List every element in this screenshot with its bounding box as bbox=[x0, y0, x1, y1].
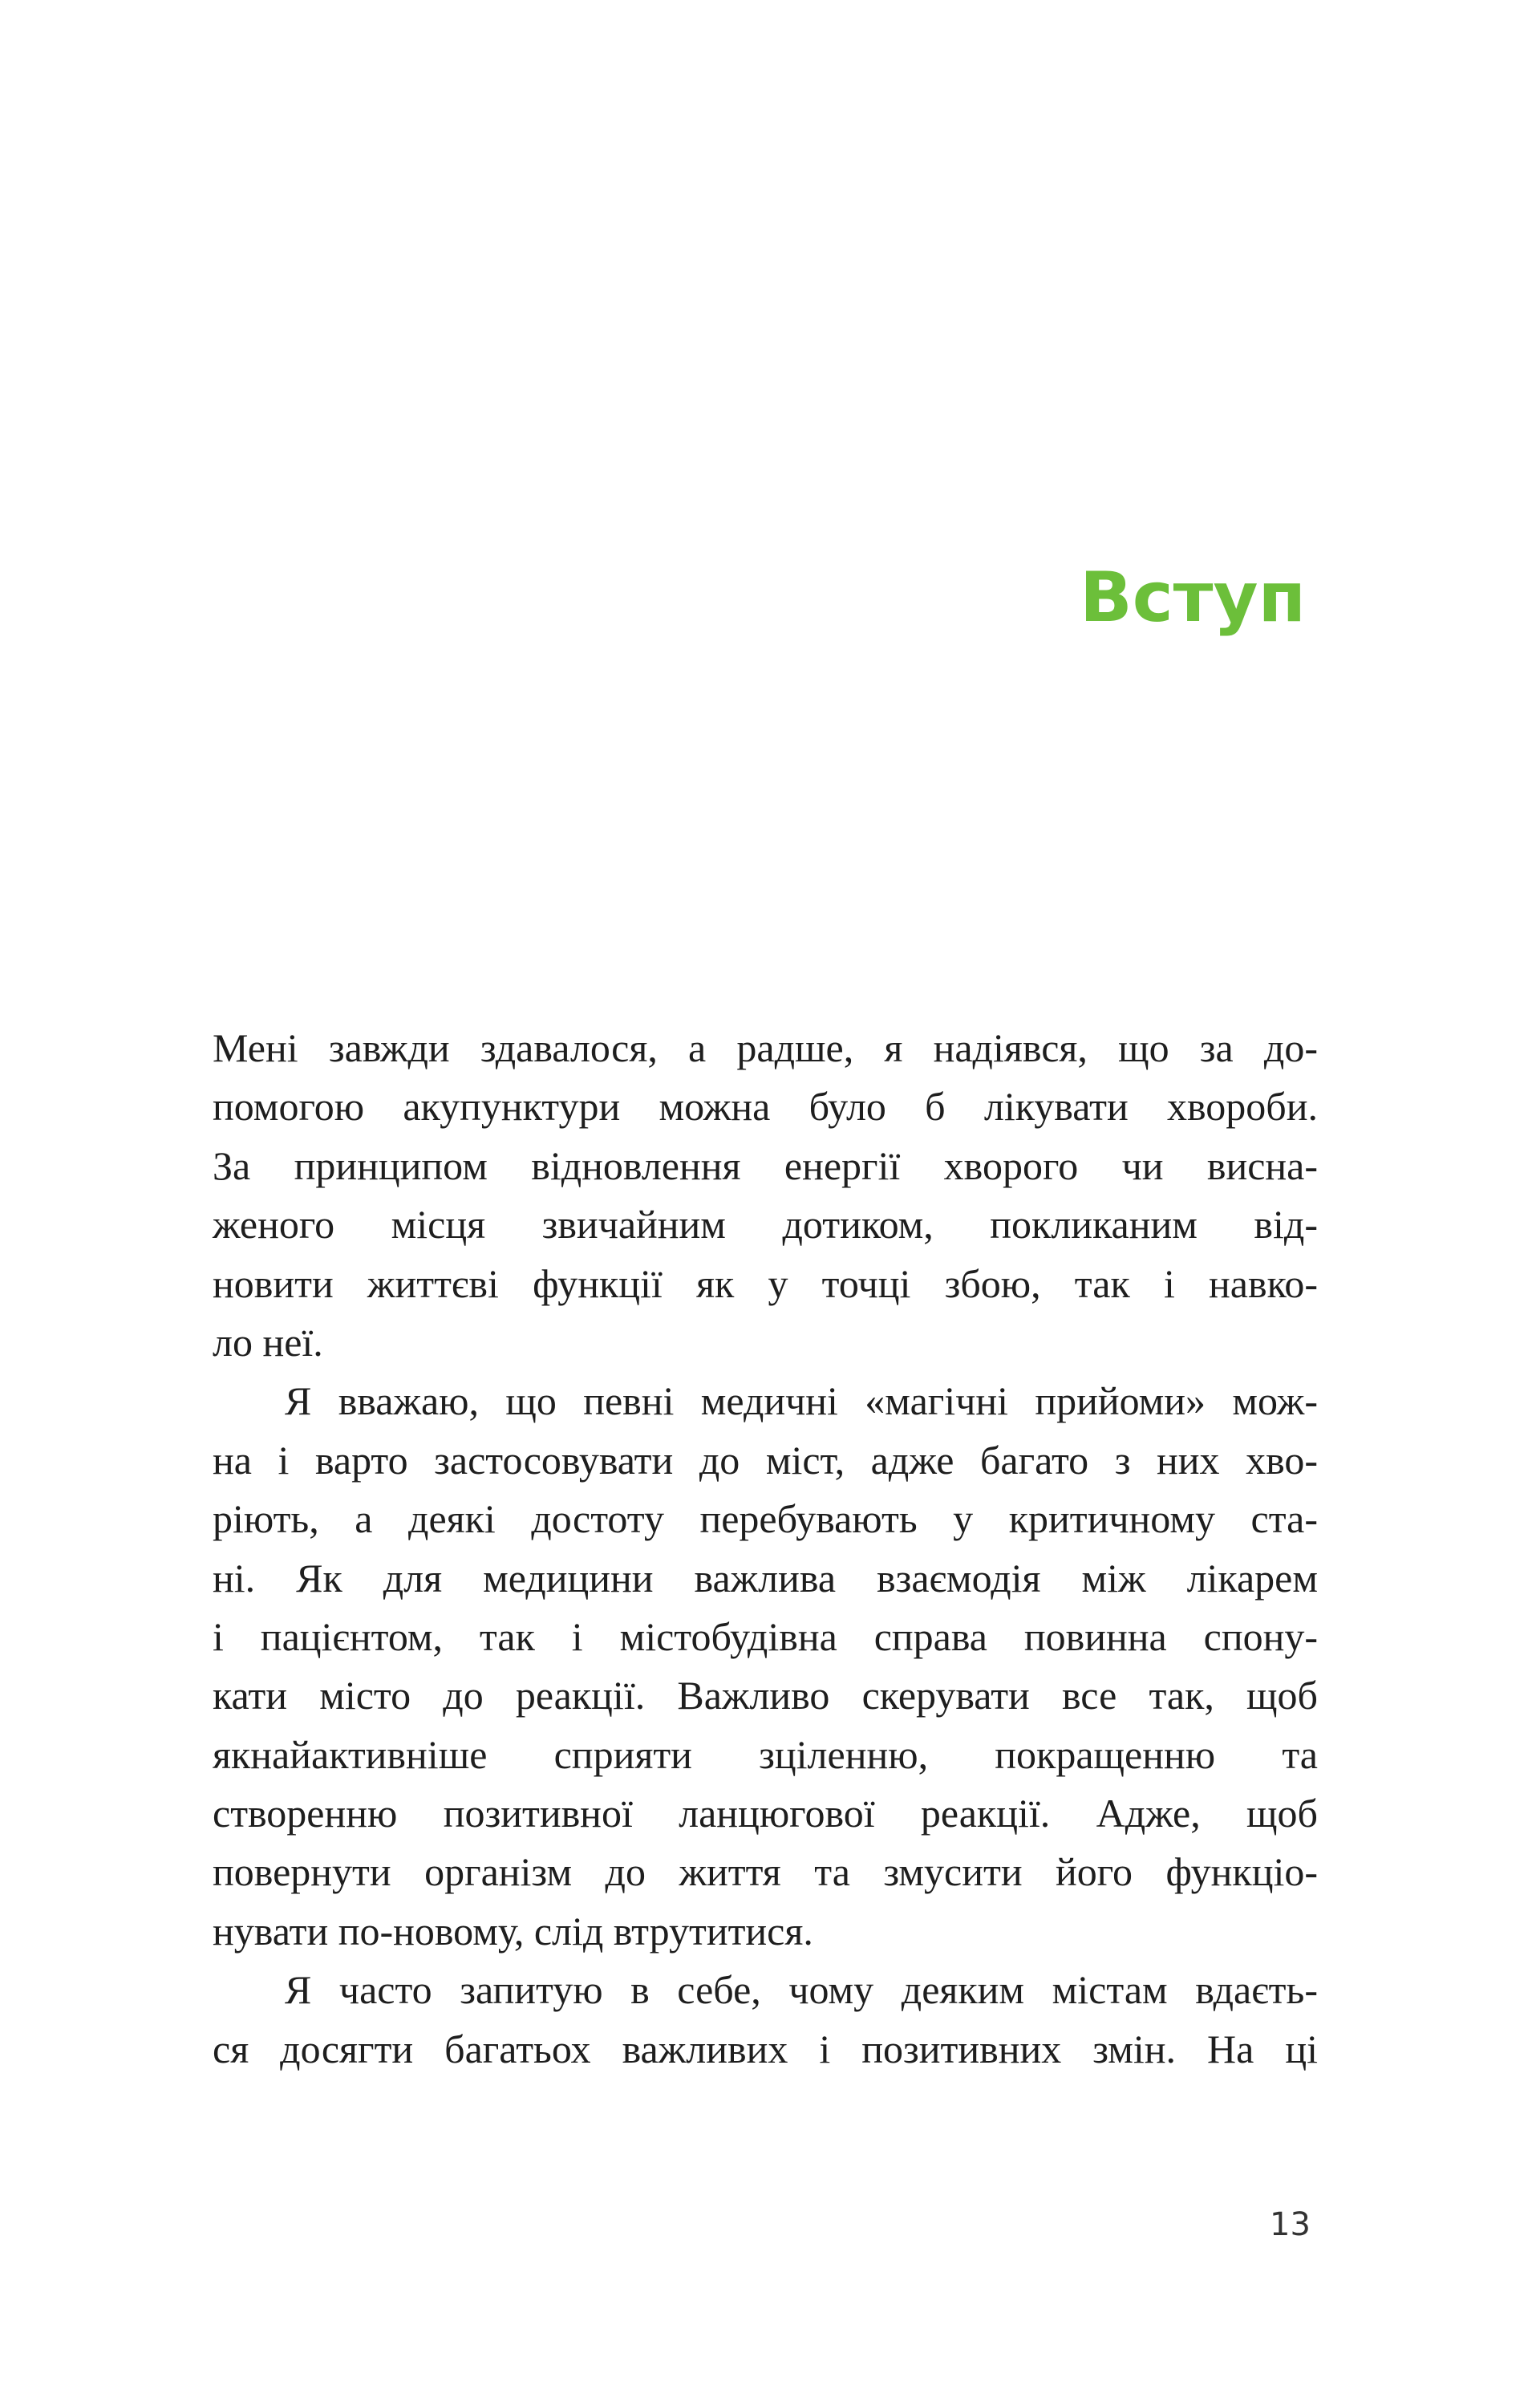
text-line: створенню позитивної ланцюгової реакції. Адже, щоб bbox=[213, 1791, 1318, 1836]
text-line: на і варто застосовувати до міст, адже багато з них хво- bbox=[213, 1437, 1318, 1483]
paragraph bbox=[213, 1019, 1318, 1372]
text-line: За принципом відновлення енергії хворого чи висна- bbox=[213, 1142, 1318, 1188]
text-line: новити життєві функції як у точці збою, так і навко- bbox=[213, 1260, 1318, 1306]
paragraph bbox=[213, 1961, 1318, 2079]
text-line: ся досягти багатьох важливих і позитивних змін. На ці bbox=[213, 2026, 1318, 2071]
text-line: повернути організм до життя та змусити його функціо- bbox=[213, 1849, 1318, 1895]
text-line: Мені завжди здавалося, а радше, я надіявся, що за до- bbox=[213, 1025, 1318, 1070]
text-line: кати місто до реакції. Важливо скерувати все так, щоб bbox=[213, 1673, 1318, 1718]
page-number: 13 bbox=[1270, 2206, 1311, 2243]
text-line: Я часто запитую в себе, чому деяким містам вдаєть- bbox=[285, 1967, 1318, 2013]
text-line: ні. Як для медицини важлива взаємодія між лікарем bbox=[213, 1555, 1318, 1601]
body-text bbox=[213, 1019, 1318, 2079]
text-line: женого місця звичайним дотиком, покликаним від- bbox=[213, 1202, 1318, 1248]
text-line: Я вважаю, що певні медичні «магічні прийоми» мож- bbox=[285, 1378, 1318, 1424]
text-line: ріють, а деякі достоту перебувають у критичному ста- bbox=[213, 1496, 1318, 1542]
chapter-title: Вступ bbox=[1080, 558, 1306, 638]
text-line: нувати по-новому, слід втрутитися. bbox=[213, 1908, 813, 1954]
text-line: і пацієнтом, так і містобудівна справа повинна спону- bbox=[213, 1613, 1318, 1659]
text-line: помогою акупунктури можна було б лікувати хвороби. bbox=[213, 1084, 1318, 1130]
paragraph bbox=[213, 1372, 1318, 1961]
text-line: якнайактивніше сприяти зціленню, покращенню та bbox=[213, 1731, 1318, 1777]
text-line: ло неї. bbox=[213, 1319, 323, 1365]
